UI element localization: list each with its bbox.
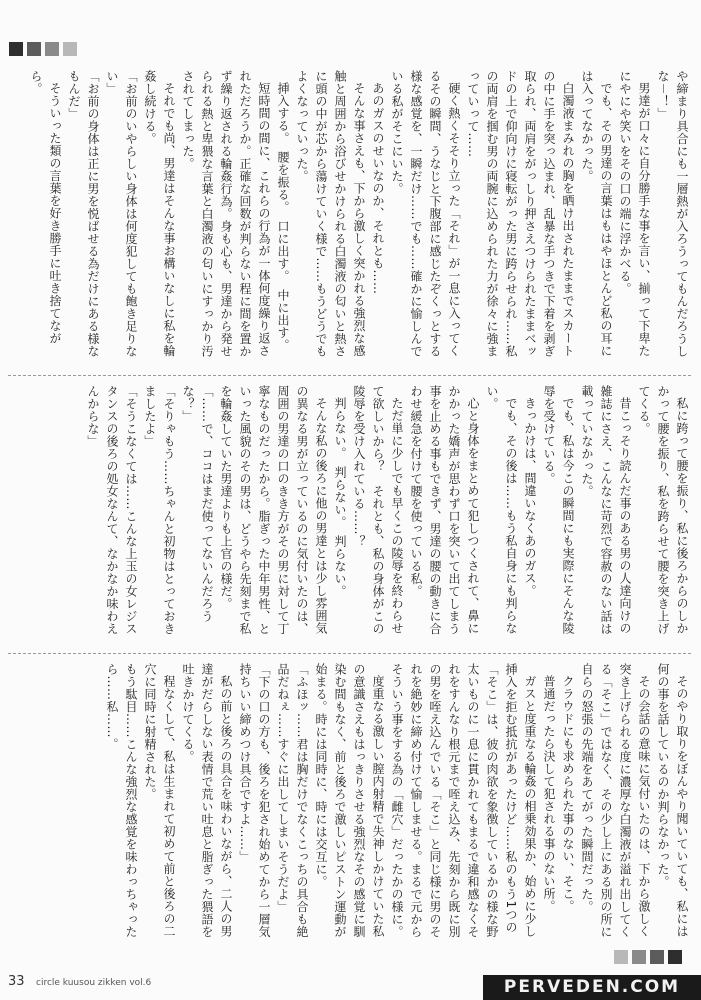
decor-square: [668, 950, 682, 964]
paragraph: ガスと度重なる輪姦の相乗効果か、始めに少し挿入を拒む抵抗があったけど……私のもう1つの「そこ」は、彼の肉欲を象徴しているかの様な野太いものに一息に貫かれてもまるで違和感なくそれをすんなり根元まで咥え込み、先刻から既に別の男を咥え込んでいる「そこ」と同じ様に男のそれを絶妙に締め付けて愉しませる。まるで元からそういう事をする為の「雌穴」だったかの様に。: [390, 663, 537, 938]
paragraph: 挿入する。 腰を振る。 口に出す。 中に出す。: [276, 82, 290, 352]
section-divider: [8, 653, 691, 654]
decor-square: [27, 42, 41, 56]
paragraph: でも、その後は……もう私自身にも判らない。: [485, 385, 518, 635]
text-section-3: [14, 663, 691, 945]
decor-square: [650, 950, 664, 964]
paragraph: 白濁液まみれの胸を晒け出されたままでスカートの中に手を突っ込まれ、乱暴な手つきで下着を剥ぎ取られ、両肩をがっしり押さえつけられたままベッドの上で仰向けに寝転がった男に跨らせられ……私の両肩を掴む男の両腕に込められた力が徐々に強まっていって……: [466, 70, 575, 358]
paragraph: 程なくして、私は生まれて初めて前と後ろの二穴に同時に射精された。: [143, 663, 176, 938]
decor-square: [9, 42, 23, 56]
text-section-1: [14, 70, 691, 365]
paragraph: そんな私の後ろに他の男達とは少し雰囲気の異なる男が立っているのに気付いたのは、周囲の男達の口のきき方がその男に対して丁寧なものだったから。脂ぎった中年男性、といった風貌のその男は、どうやら先刻まで私を輪姦していた男達よりも上官の様だ。: [219, 385, 328, 635]
publication-title: circle kuusou zikken vol.6: [36, 978, 152, 988]
text-section-2: [14, 385, 691, 643]
page-number: 33: [8, 974, 25, 989]
dialogue: 「ふほッ……君は胸だけでなくこっちの具合も絶品だねぇ……すぐに出してしまいそうだよ」: [276, 663, 309, 938]
decor-square: [614, 950, 628, 964]
paragraph: ただ単に少しでも早くこの陵辱を終わらせて欲しいから？ それとも、私の身体がこの陵辱を受け入れている……？: [352, 385, 404, 635]
dialogue: 「……で、ココはまだ使ってないんだろうな？」: [181, 385, 214, 623]
paragraph: その会話の意味に気付いたのは、下から激しく突き上げられる度に濃厚な白濁液が溢れ出してくる「そこ」ではなく、その少し上にある別の所に自らの怒張の先端をあてがった瞬間だった。: [580, 663, 651, 938]
paragraph: でも、その男達の言葉はもはやほとんど私の耳には入ってなかった。: [580, 70, 613, 357]
paragraph: 私の前と後ろの具合を味わいながら、二人の男達がだらしない表情で荒い吐息と脂ぎった猥語を吐きかけてくる。: [181, 663, 233, 938]
paragraph: そのやり取りをぼんやり聞いていても、私には何の事を話しているのか判らなかった。: [656, 663, 689, 938]
paragraph: 判らない。 判らない。 判らない。: [333, 397, 347, 598]
watermark-logo: PERVEDEN.COM: [483, 975, 701, 1000]
paragraph: 心と身体をまとめて犯しつくされて、鼻にかかった嬌声が思わず口を突いて出てしまう事を止める事もできず、男達の腰の動きに合わせ緩急を付けて腰を使っている私。: [409, 385, 480, 635]
dialogue: 「そりゃもう……ちゃんと初物はとっておきましたよ」: [143, 385, 176, 635]
decor-square: [45, 42, 59, 56]
paragraph: でも、私は今この瞬間にも実際にそんな陵辱を受けている。: [542, 385, 575, 635]
dialogue: 「そうこなくては……こんな上玉の女レジスタンスの後ろの処女なんて、なかなか味わえんからな」: [86, 385, 138, 635]
dialogue: 「お前のいやらしい身体は何度犯しても飽き足りない」: [105, 70, 138, 358]
paragraph: もう駄目……こんな強烈な感覚を味わっちゃったら……私……。: [105, 663, 138, 938]
paragraph: 短時間の間に、これらの行為が一体何度繰り返されただろうか。正確な回数が判らない程に間を置かず繰り返される輪姦行為。身も心も、男達から発せられる熱と卑猥な言葉と白濁液の匂いにすっかり汚されてしまった。: [181, 70, 271, 358]
paragraph: 男達が口々に自分勝手な事を言い、揃って下卑たにやにや笑いをその口の端に浮かべる。: [618, 70, 651, 357]
decor-square: [632, 950, 646, 964]
dialogue: 「下の口の方も、後ろを犯され始めてから一層気持ちいい締めつけ具合ですよ……」: [238, 663, 271, 938]
paragraph: や締まり具合にも一層熱が入ろうってもんだろうしな－！」: [656, 70, 689, 358]
paragraph: きっかけは、間違いなくあのガス。: [523, 397, 537, 597]
paragraph: そんな事さえも、下から激しく突かれる強烈な感触と周囲から浴びせかけられる白濁液の匂いと熱さに頭の中が芯から蕩けていく様で……もうどうでもよくなっていった。: [295, 70, 366, 358]
paragraph: 昔こっそり読んだ事のある男の人達向けの雑誌にさえ、こんなに苛烈で容赦のない話は載っていなかった。: [580, 385, 632, 635]
paragraph: 普通だったら決して犯される事のない所。: [542, 675, 556, 913]
paragraph: 硬く熱くそそり立った「それ」が一息に入ってくるその瞬間、うなじと下腹部に感じたぞくっとする様な感覚を、一瞬だけ……でも……確かに愉しんでいる私がそこにいた。: [390, 70, 461, 358]
section-divider: [8, 375, 691, 376]
paragraph: あのガスのせいなのか、それとも……: [371, 82, 385, 295]
paragraph: 度重なる激しい膣内射精で失神しかけていた私の意識さえもはっきりさせる強烈なその感覚に馴染む間もなく、前と後ろで激しいピストン運動が始まる。時には同時に、時には交互に。: [314, 663, 385, 938]
paragraph: クラウドにも求められた事のない、そこ。: [561, 675, 575, 913]
paragraph: それでも尚、男達はそんな事お構いなしに私を輪姦し続ける。: [143, 70, 176, 357]
decor-square: [63, 42, 77, 56]
paragraph: 私に跨って腰を振り、私に後ろからのしかかって腰を振り、私を跨らせて腰を突き上げてくる。: [637, 385, 689, 635]
dialogue: 「お前の身体は正に男を悦ばせる為だけにある様なもんだ」: [67, 70, 100, 358]
paragraph: そういった類の言葉を好き勝手に吐き捨てながら。: [29, 70, 62, 345]
